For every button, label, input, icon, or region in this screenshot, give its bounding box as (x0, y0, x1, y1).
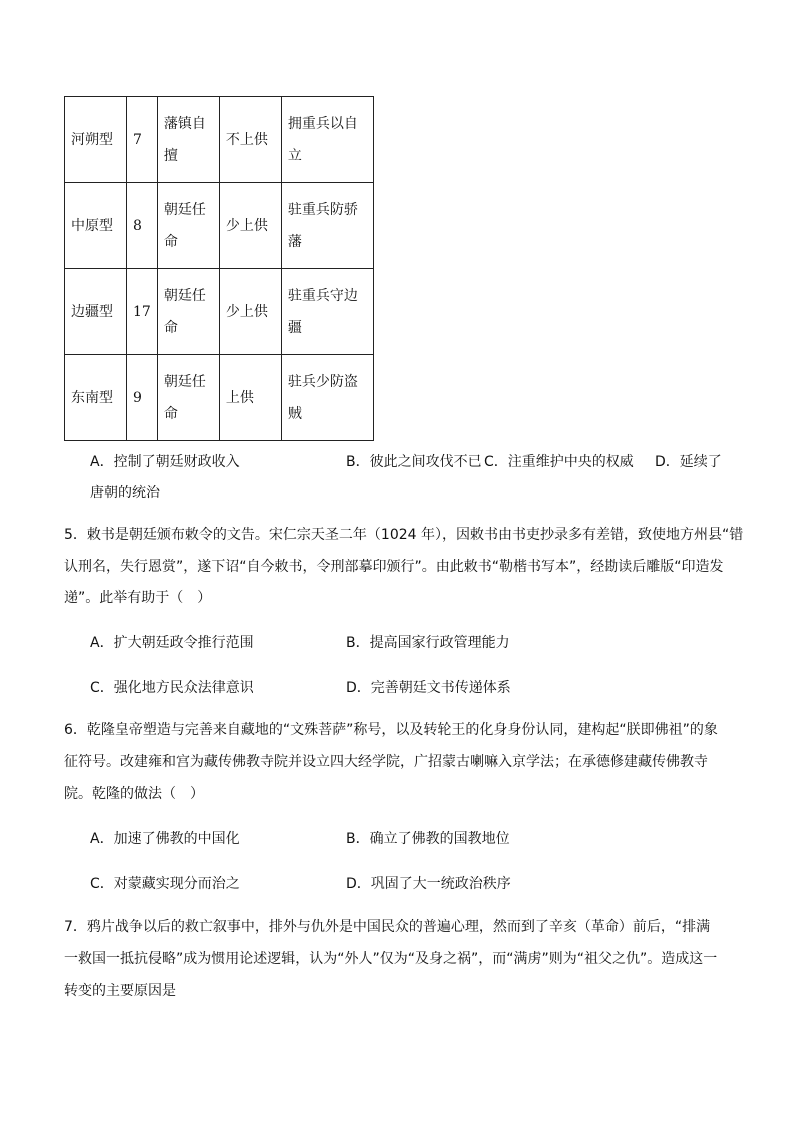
region-type-cell (65, 269, 127, 355)
q4-option-b[interactable]: B．彼此之间攻伐不已 (346, 454, 482, 470)
tribute-cell-text: 不上供 (225, 131, 268, 148)
tribute-cell-text: 少上供 (225, 217, 268, 234)
officials-cell-text: 藩镇自 (163, 115, 206, 132)
military-cell-text: 贼 (287, 405, 302, 422)
table-row (65, 97, 374, 183)
q4-option-a[interactable]: A．控制了朝廷财政收入 (90, 454, 240, 470)
region-type-table (64, 96, 374, 441)
q5-stem-line-2: 认刑名，失行恩赏”，遂下诏“自今敕书，令刑部摹印颁行”。由此敕书“勒楷书写本”，经勘读后雕版“印造发 (64, 559, 724, 575)
q6-option-a[interactable]: A．加速了佛教的中国化 (90, 831, 240, 847)
region-type-cell (65, 355, 127, 441)
military-cell-text: 疆 (287, 319, 302, 336)
q5-option-b[interactable]: B．提高国家行政管理能力 (346, 635, 510, 651)
q5-stem-line-3: 递”。此举有助于（ ） (64, 590, 212, 606)
q5-option-d[interactable]: D．完善朝廷文书传递体系 (346, 680, 511, 696)
officials-cell-text: 命 (163, 233, 178, 250)
q5-stem-line-1: 5．敕书是朝廷颁布敕令的文告。宋仁宗天圣二年（1024 年），因敕书由书吏抄录多有差错，致使地方州县“错 (64, 527, 744, 543)
officials-cell-text: 擅 (163, 147, 178, 164)
military-cell-text: 拥重兵以自 (287, 115, 358, 132)
military-cell-text: 驻重兵守边 (287, 287, 358, 304)
region-count-cell (127, 269, 158, 355)
q6-stem-line-3: 院。乾隆的做法（ ） (64, 786, 204, 802)
tribute-cell-text: 上供 (225, 389, 254, 406)
region-type-cell-text: 东南型 (71, 389, 113, 406)
tribute-cell-text: 少上供 (225, 303, 268, 320)
region-count-cell-text: 7 (133, 131, 142, 148)
region-count-cell (127, 97, 158, 183)
q6-option-b[interactable]: B．确立了佛教的国教地位 (346, 831, 510, 847)
region-count-cell-text: 8 (133, 217, 142, 234)
q5-option-a[interactable]: A．扩大朝廷政令推行范围 (90, 635, 254, 651)
military-cell-text: 驻兵少防盗 (287, 373, 358, 390)
officials-cell (157, 183, 219, 269)
q4-option-d[interactable]: D．延续了 (655, 454, 722, 470)
table-row (65, 269, 374, 355)
table-row (65, 183, 374, 269)
q4-option-d-continued: 唐朝的统治 (90, 485, 160, 501)
officials-cell (157, 269, 219, 355)
military-cell-text: 藩 (287, 233, 302, 250)
q7-stem-line-1: 7．鸦片战争以后的救亡叙事中，排外与仇外是中国民众的普遍心理，然而到了辛亥（革命）前后，“排满 (64, 919, 711, 935)
military-cell-text: 驻重兵防骄 (287, 201, 358, 218)
military-cell (281, 269, 373, 355)
region-count-cell (127, 355, 158, 441)
military-cell-text: 立 (287, 147, 302, 164)
tribute-cell (219, 269, 281, 355)
tribute-cell (219, 183, 281, 269)
region-count-cell (127, 183, 158, 269)
region-type-cell (65, 97, 127, 183)
region-type-cell (65, 183, 127, 269)
officials-cell (157, 97, 219, 183)
tribute-cell (219, 355, 281, 441)
officials-cell (157, 355, 219, 441)
officials-cell-text: 朝廷任 (163, 201, 206, 218)
q6-option-d[interactable]: D．巩固了大一统政治秩序 (346, 876, 511, 892)
officials-cell-text: 命 (163, 405, 178, 422)
region-type-cell-text: 中原型 (71, 217, 113, 234)
q6-option-c[interactable]: C．对蒙藏实现分而治之 (90, 876, 240, 892)
region-count-cell-text: 17 (133, 303, 151, 320)
q7-stem-line-3: 转变的主要原因是 (64, 983, 176, 999)
table-row (65, 355, 374, 441)
q6-stem-line-2: 征符号。改建雍和宫为藏传佛教寺院并设立四大经学院，广招蒙古喇嘛入京学法；在承德修建藏传佛教寺 (64, 754, 708, 770)
officials-cell-text: 朝廷任 (163, 373, 206, 390)
officials-cell-text: 命 (163, 319, 178, 336)
region-type-cell-text: 边疆型 (71, 303, 113, 320)
tribute-cell (219, 97, 281, 183)
q4-option-c[interactable]: C．注重维护中央的权威 (484, 454, 634, 470)
region-type-cell-text: 河朔型 (71, 131, 113, 148)
q5-option-c[interactable]: C．强化地方民众法律意识 (90, 680, 254, 696)
military-cell (281, 97, 373, 183)
region-count-cell-text: 9 (133, 389, 142, 406)
military-cell (281, 183, 373, 269)
officials-cell-text: 朝廷任 (163, 287, 206, 304)
q6-stem-line-1: 6．乾隆皇帝塑造与完善来自藏地的“文殊菩萨”称号，以及转轮王的化身身份认同，建构起“朕即佛祖”的象 (64, 722, 718, 738)
q7-stem-line-2: 一救国一抵抗侵略”成为惯用论述逻辑，认为“外人”仅为“及身之祸”，而“满虏”则为“祖父之仇”。造成这一 (64, 951, 718, 967)
military-cell (281, 355, 373, 441)
